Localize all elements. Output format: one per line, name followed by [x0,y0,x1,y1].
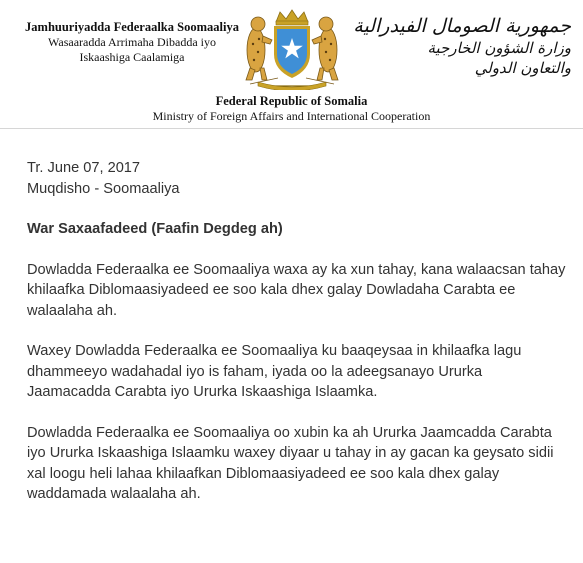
press-release-headline: War Saxaafadeed (Faafin Degdeg ah) [27,221,283,237]
letterhead-arabic-line2: وزارة الشؤون الخارجية [427,39,571,57]
letterhead-somali-line2: Wasaaradda Arrimaha Dibadda iyo [48,35,216,49]
shield-icon [274,26,310,78]
date-place-block [27,158,567,199]
letterhead-somali-line1: Jamhuuriyadda Federaalka Soomaaliya [25,20,239,34]
crown-icon [276,10,308,25]
paragraph: Dowladda Federaalka ee Soomaaliya waxa ay ka xun tahay, kana walaacsan tahay khilaafka Diblomaasiyadeed ee soo kala dhex galay Dowladaha Carabta ee walaalaha ah. [27,261,566,319]
letterhead-english-line2: Ministry of Foreign Affairs and International Cooperation [152,109,431,123]
letterhead-english [0,94,583,124]
document-place: Muqdisho - Soomaaliya [27,180,180,197]
left-leopard-icon [246,17,272,80]
letterhead-somali [19,20,245,65]
paragraph: Dowladda Federaalka ee Soomaaliya oo xubin ka ah Ururka Jaamcadda Carabta iyo Ururka Iskaashiga Islaamku waxey diyaar u tahay in ay gacan ka geysato sidii xal loogu heli lahaa khilaafkan Diblomaasiyadeed ee soo kala dhex galay waddamada walaalaha ah. [27,424,554,502]
letterhead-english-line1: Federal Republic of Somalia [215,94,368,108]
paragraph: Waxey Dowladda Federaalka ee Soomaaliya ku baaqeysaa in khilaafka lagu dhammeeyo wadahadal iyo is faham, iyada oo la adeegsanayo Ururka Jaamacadda Carabta iyo Ururka Iskaashiga Islaamka. [27,343,522,400]
letterhead [0,0,583,129]
letterhead-somali-line3: Iskaashiga Caalamiga [79,50,185,64]
letterhead-arabic [331,14,571,78]
letterhead-arabic-line1: جمهورية الصومال الفيدرالية [353,15,571,37]
letterhead-arabic-line3: والتعاون الدولي [474,59,571,77]
press-release-body [27,158,567,505]
document-date: Tr. June 07, 2017 [27,160,141,176]
